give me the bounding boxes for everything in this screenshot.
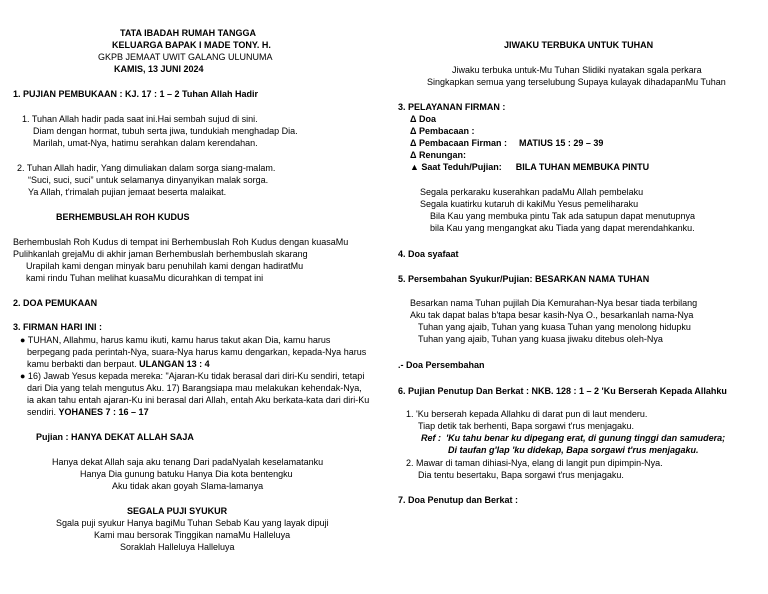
service-date: KAMIS, 13 JUNI 2024 <box>114 64 204 74</box>
saat-teduh-song: BILA TUHAN MEMBUKA PINTU <box>515 162 650 172</box>
firman-bullet1-line2: berpegang pada perintah-Nya, suara-Nya harus kamu dengarkan, kepada-Nya harus <box>27 347 367 357</box>
segala-puji-line2: Kami mau bersorak Tinggikan namaMu Halleluya <box>94 530 291 540</box>
pelayanan-heading: 3. PELAYANAN FIRMAN : <box>398 102 506 112</box>
roh-kudus-line4: kami rindu Tuhan melihat kuasaMu dicurahkan di tempat ini <box>26 273 264 283</box>
segala-puji-line3: Soraklah Halleluya Halleluya <box>120 542 235 552</box>
pujian-dekat-line2: Hanya Dia gunung batuku Hanya Dia kota bentengku <box>80 469 293 479</box>
berserah-ref-line1: Ref : 'Ku tahu benar ku dipegang erat, di gunung tinggi dan samudera; <box>421 433 726 443</box>
song-line2: Segala kuatirku kutaruh di kakiMu Yesus pemeliharaku <box>420 199 639 209</box>
section5-heading: 5. Persembahan Syukur/Pujian: BESARKAN NAMA TUHAN <box>398 274 650 284</box>
berserah-ref-line2: Di taufan g'lap 'ku didekap, Bapa sorgawi t'rus menjagaku. <box>448 445 699 455</box>
section6-heading: 6. Pujian Penutup Dan Berkat : NKB. 128 : 1 – 2 'Ku Berserah Kepada Allahku <box>398 386 727 396</box>
pujian-dekat-heading: Pujian : HANYA DEKAT ALLAH SAJA <box>36 432 194 442</box>
matius-reference: MATIUS 15 : 29 – 39 <box>519 138 604 148</box>
family-name: KELUARGA BAPAK I MADE TONY. H. <box>112 40 271 50</box>
song-line4: bila Kau yang mengangkat aku Tiada yang dapat merendahkanku. <box>430 223 695 233</box>
verse1-line2: Diam dengan hormat, tubuh serta jiwa, tundukiah menghadap Dia. <box>33 126 298 136</box>
ulangan-reference: ULANGAN 13 : 4 <box>139 359 210 369</box>
jiwaku-line1: Jiwaku terbuka untuk-Mu Tuhan Slidiki nyatakan sgala perkara <box>452 65 702 75</box>
firman-bullet2-line1: ● 16) Jawab Yesus kepada mereka: "Ajaran-Ku tidak berasal dari diri-Ku sendiri, tetapi <box>20 371 365 381</box>
church-name: GKPB JEMAAT UWIT GALANG ULUNUMA <box>98 52 273 62</box>
segala-puji-heading: SEGALA PUJI SYUKUR <box>127 506 228 516</box>
berserah-v1-line1: 1. 'Ku berserah kepada Allahku di darat pun di laut menderu. <box>406 409 648 419</box>
berserah-v2-line2: Dia tentu besertaku, Bapa sorgawi t'rus menjagaku. <box>418 470 624 480</box>
roh-kudus-heading: BERHEMBUSLAH ROH KUDUS <box>56 212 190 222</box>
roh-kudus-line2: Pulihkanlah grejaMu di akhir jaman Berhembuslah berhembuslah skarang <box>13 249 308 259</box>
firman-bullet2-line3: ia akan tahu entah ajaran-Ku ini berasal dari Allah, entah Aku berkata-kata dari diri-Ku <box>27 395 370 405</box>
pelayanan-pembacaan-firman: Δ Pembacaan Firman : MATIUS 15 : 29 – 39 <box>410 138 604 148</box>
firman-bullet1-line1: ● TUHAN, Allahmu, harus kamu ikuti, kamu harus takut akan Dia, kamu harus <box>20 335 331 345</box>
section4-heading: 4. Doa syafaat <box>398 249 459 259</box>
section3-heading: 3. FIRMAN HARI INI : <box>13 322 102 332</box>
firman-bullet1-line3: kamu berbakti dan berpaut. ULANGAN 13 : 4 <box>27 359 210 369</box>
section2-heading: 2. DOA PEMUKAAN <box>13 298 98 308</box>
segala-puji-line1: Sgala puji syukur Hanya bagiMu Tuhan Sebab Kau yang layak dipuji <box>56 518 329 528</box>
besarkan-line3: Tuhan yang ajaib, Tuhan yang kuasa Tuhan yang menolong hidupku <box>418 322 691 332</box>
besarkan-line4: Tuhan yang ajaib, Tuhan yang kuasa jiwaku ditebus oleh-Nya <box>418 334 663 344</box>
firman-bullet2-line2: dari Dia yang telah mengutus Aku. 17) Barangsiapa mau melakukan kehendak-Nya, <box>27 383 362 393</box>
song-line1: Segala perkaraku kuserahkan padaMu Allah pembelaku <box>420 187 644 197</box>
section1-heading: 1. PUJIAN PEMBUKAAN : KJ. 17 : 1 – 2 Tuhan Allah Hadir <box>13 89 259 99</box>
besarkan-line1: Besarkan nama Tuhan pujilah Dia Kemurahan-Nya besar tiada terbilang <box>410 298 698 308</box>
verse2-line2: “Suci, suci, suci” untuk selamanya dinyanyikan malak sorga. <box>28 175 269 185</box>
section7-heading: 7. Doa Penutup dan Berkat : <box>398 495 519 505</box>
berserah-v1-line2: Tiap detik tak berhenti, Bapa sorgawi t'rus menjagaku. <box>418 421 634 431</box>
pujian-dekat-line3: Aku tidak akan goyah Slama-lamanya <box>112 481 264 491</box>
verse1-line1: 1. Tuhan Allah hadir pada saat ini.Hai sembah sujud di sini. <box>22 114 258 124</box>
berserah-v2-line1: 2. Mawar di taman dihiasi-Nya, elang di langit pun dipimpin-Nya. <box>406 458 663 468</box>
verse2-line3: Ya Allah, t'rimalah pujian jemaat beserta malaikat. <box>28 187 227 197</box>
verse2-line1: 2. Tuhan Allah hadir, Yang dimuliakan dalam sorga siang-malam. <box>17 163 276 173</box>
firman-bullet2-line4: sendiri. YOHANES 7 : 16 – 17 <box>27 407 149 417</box>
jiwaku-heading: JIWAKU TERBUKA UNTUK TUHAN <box>504 40 654 50</box>
pelayanan-saat-teduh: ▲ Saat Teduh/Pujian: BILA TUHAN MEMBUKA PINTU <box>410 162 650 172</box>
roh-kudus-line1: Berhembuslah Roh Kudus di tempat ini Berhembuslah Roh Kudus dengan kuasaMu <box>13 237 349 247</box>
song-line3: Bila Kau yang membuka pintu Tak ada satupun dapat menutupnya <box>430 211 696 221</box>
yohanes-reference: YOHANES 7 : 16 – 17 <box>58 407 149 417</box>
jiwaku-line2: Singkapkan semua yang terselubung Supaya kulayak dihadapanMu Tuhan <box>427 77 726 87</box>
roh-kudus-line3: Urapilah kami dengan minyak baru penuhilah kami dengan hadiratMu <box>26 261 304 271</box>
doc-title: TATA IBADAH RUMAH TANGGA <box>120 28 256 38</box>
pelayanan-pembacaan: Δ Pembacaan : <box>410 126 475 136</box>
doa-persembahan-heading: .- Doa Persembahan <box>398 360 485 370</box>
verse1-line3: Marilah, umat-Nya, hatimu serahkan dalam kerendahan. <box>33 138 258 148</box>
pelayanan-doa: Δ Doa <box>410 114 436 124</box>
ref-label: Ref : <box>421 433 441 443</box>
pelayanan-renungan: Δ Renungan: <box>410 150 466 160</box>
pujian-dekat-line1: Hanya dekat Allah saja aku tenang Dari padaNyalah keselamatanku <box>52 457 324 467</box>
besarkan-line2: Aku tak dapat balas b'tapa besar kasih-Nya O., besarkanlah nama-Nya <box>410 310 694 320</box>
